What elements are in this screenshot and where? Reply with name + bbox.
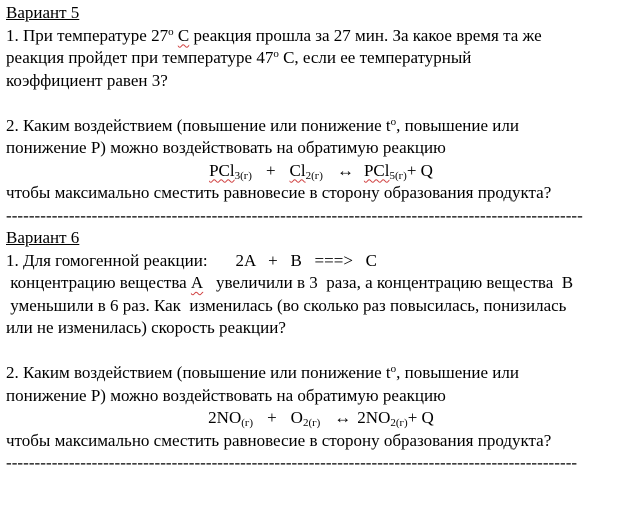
blank-line	[6, 92, 636, 115]
variant5-title: Вариант 5	[6, 3, 80, 22]
separator: -----------------------------------------------------------------------------------------------------	[6, 205, 583, 225]
v6-q1-line4: или не изменилась) скорость реакции?	[6, 318, 286, 337]
v5-q1-line1: 1. При температуре 27$^o$ С реакция прошла за 27 мин. За какое время та же	[6, 25, 542, 45]
blank-line	[6, 340, 636, 363]
v6-equation: $2NO_{(г)} + O_{2(г)}$ ↔ $2NO_{2(г)}+ Q$	[208, 408, 434, 429]
v6-q2-line1: 2. Каким воздействием (повышение или понижение $t^o$, повышение или	[6, 363, 519, 382]
v6-q1-line1: 1. Для гомогенной реакции: 2A + B ===> C	[6, 250, 378, 270]
separator: ----------------------------------------------------------------------------------------------------	[6, 453, 578, 472]
v6-q1-line2: концентрацию вещества А увеличили в 3 раза, а концентрацию вещества В	[6, 273, 574, 292]
v5-equation: $PCl_{3(г)} + Cl_{2(г)}$ ↔ PCl$_{5(г)}$+ Q	[209, 160, 433, 182]
v5-q2-line1: 2. Каким воздействием (повышение или понижение $t^o$, повышение или	[6, 115, 519, 135]
v5-q2-line3: чтобы максимально сместить равновесие в сторону образования продукта?	[6, 183, 552, 202]
v5-q1-line3: коэффициент равен 3?	[6, 70, 168, 90]
v5-q1-line2: реакция пройдет при температуре 47$^o$ С, если ее температурный	[6, 48, 472, 67]
v5-q2-line2: понижение Р) можно воздействовать на обратимую реакцию	[6, 138, 446, 157]
variant6-title: Вариант 6	[6, 228, 80, 247]
v6-q2-line3: чтобы максимально сместить равновесие в сторону образования продукта?	[6, 430, 552, 450]
v6-q1-line3: уменьшили в 6 раз. Как изменилась (во сколько раз повысилась, понизилась	[6, 295, 567, 315]
document-page	[6, 2, 636, 475]
v6-q2-line2: понижение Р) можно воздействовать на обратимую реакцию	[6, 385, 446, 405]
